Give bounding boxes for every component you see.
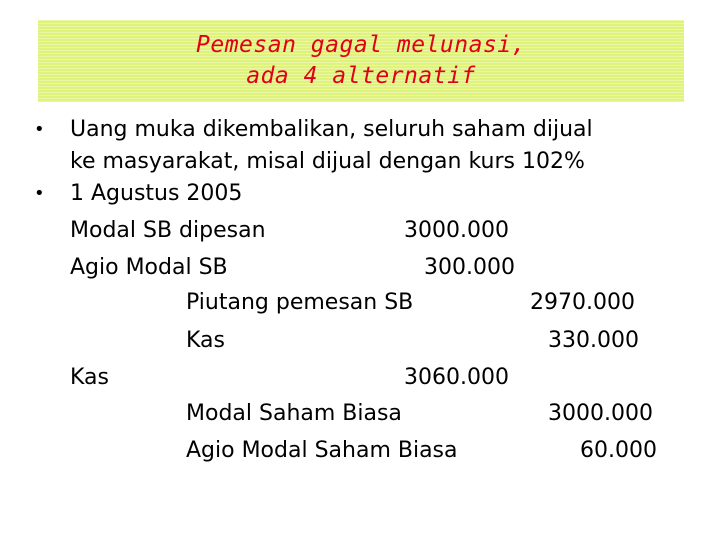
- entry1-debit1-account: Modal SB dipesan: [70, 218, 266, 243]
- slide-title-line-1: Pemesan gagal melunasi,: [196, 32, 526, 58]
- entry2-credit2-account: Agio Modal Saham Biasa: [186, 438, 458, 463]
- bullet-text-2: 1 Agustus 2005: [70, 181, 243, 206]
- entry1-credit1-account: Piutang pemesan SB: [186, 290, 414, 315]
- entry1-debit1-amount: 3000.000: [404, 218, 509, 243]
- bullet-icon-2: •: [34, 183, 45, 204]
- entry2-credit2-amount: 60.000: [580, 438, 657, 463]
- bullet-text-1-line-1: Uang muka dikembalikan, seluruh saham dijual: [70, 117, 593, 142]
- entry1-debit2-account: Agio Modal SB: [70, 255, 228, 280]
- entry2-debit1-account: Kas: [70, 365, 109, 390]
- entry1-credit2-account: Kas: [186, 328, 225, 353]
- bullet-text-1-line-2: ke masyarakat, misal dijual dengan kurs 102%: [70, 149, 585, 174]
- bullet-icon-1: •: [34, 119, 45, 140]
- entry2-credit1-amount: 3000.000: [548, 401, 653, 426]
- entry2-credit1-account: Modal Saham Biasa: [186, 401, 402, 426]
- entry1-credit2-amount: 330.000: [548, 328, 639, 353]
- entry2-debit1-amount: 3060.000: [404, 365, 509, 390]
- entry1-credit1-amount: 2970.000: [530, 290, 635, 315]
- slide-title-line-2: ada 4 alternatif: [246, 63, 476, 89]
- slide-title-box: [38, 20, 684, 102]
- entry1-debit2-amount: 300.000: [424, 255, 515, 280]
